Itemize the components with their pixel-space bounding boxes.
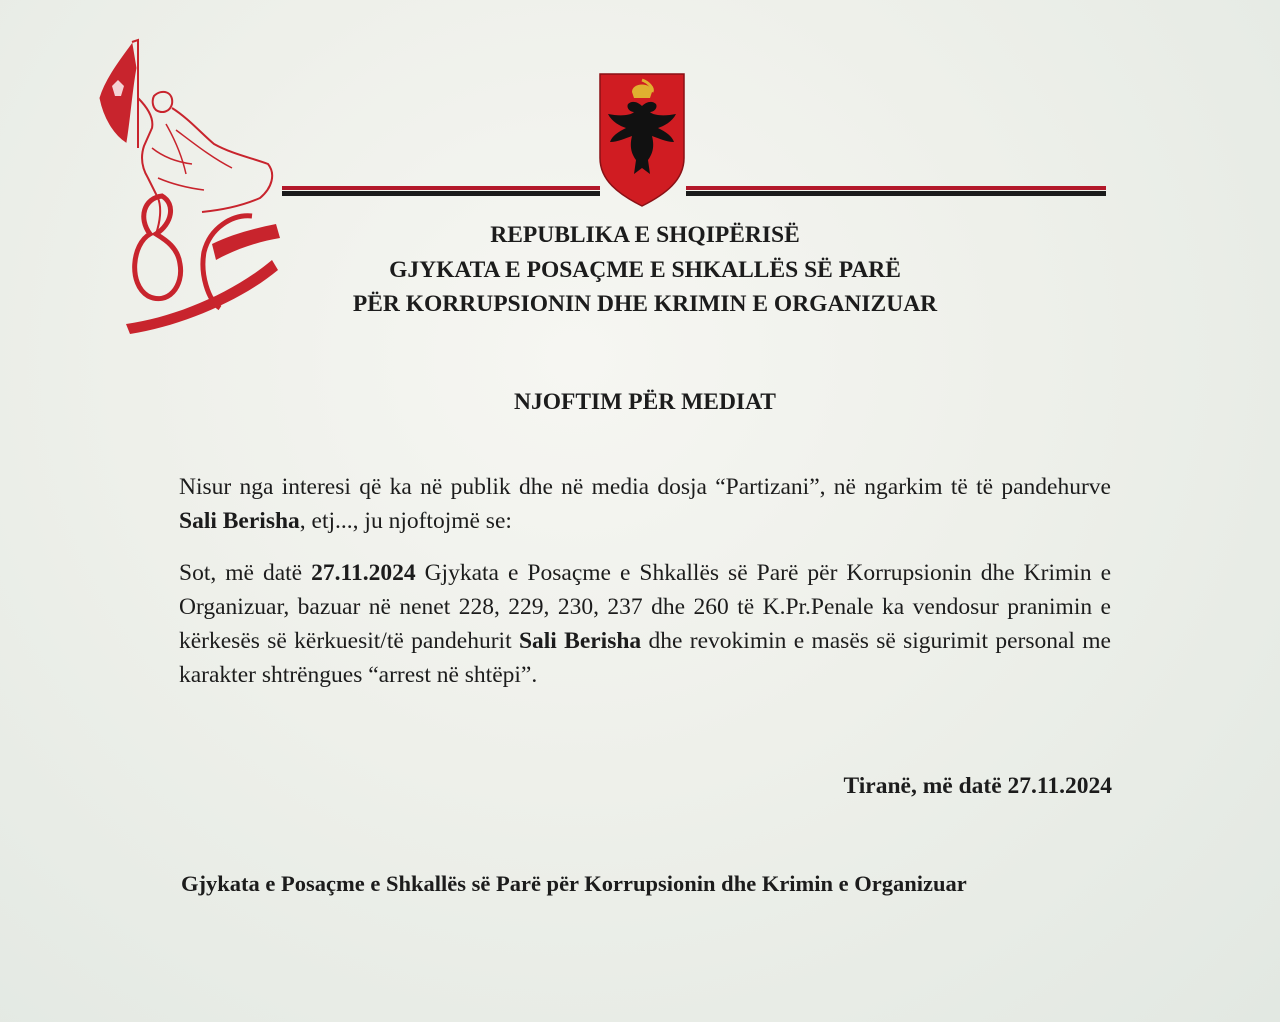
defendant-name: Sali Berisha bbox=[179, 508, 300, 534]
paragraph-decision-text-a: Sot, më datë bbox=[179, 560, 312, 586]
document-title: NJOFTIM PËR MEDIAT bbox=[514, 389, 776, 415]
header-line-court: GJYKATA E POSAÇME E SHKALLËS SË PARË bbox=[389, 256, 901, 283]
anniversary-80-logo bbox=[92, 38, 292, 338]
header-line-court-scope: PËR KORRUPSIONIN DHE KRIMIN E ORGANIZUAR bbox=[352, 291, 938, 317]
paragraph-decision-text-c: dhe revokimin e masës së sigurimit personal me karakter shtrëngues “arrest në shtëpi”. bbox=[179, 628, 1111, 688]
coat-of-arms-icon bbox=[596, 70, 688, 210]
paragraph-decision bbox=[179, 556, 1111, 692]
paragraph-intro-text-b: , etj..., ju njoftojmë se: bbox=[299, 508, 512, 534]
paragraph-intro bbox=[179, 470, 1111, 538]
paragraph-intro-text-a: Nisur nga interesi që ka në publik dhe në media dosja “Partizani”, në ngarkim të të pandehurve bbox=[179, 474, 1111, 500]
defendant-name: Sali Berisha bbox=[518, 628, 642, 654]
court-header bbox=[300, 218, 990, 322]
paragraph-decision-text-b: Gjykata e Posaçme e Shkallës së Parë për Korrupsionin dhe Krimin e Organizuar, bazuar në nenet 228, 229, 230, 237 dhe 260 të K.Pr.Penale ka vendosur pranimin e kërkesës së kërkuesit/të pandehurit bbox=[179, 560, 1112, 654]
header-rule-left bbox=[282, 186, 600, 196]
header-rule-right bbox=[686, 186, 1106, 196]
signature-court-name: Gjykata e Posaçme e Shkallës së Parë për Korrupsionin dhe Krimin e Organizuar bbox=[181, 871, 967, 896]
header-line-republic: REPUBLIKA E SHQIPËRISË bbox=[490, 222, 800, 248]
place-date: Tiranë, më datë 27.11.2024 bbox=[843, 773, 1112, 799]
decision-date: 27.11.2024 bbox=[311, 560, 416, 586]
